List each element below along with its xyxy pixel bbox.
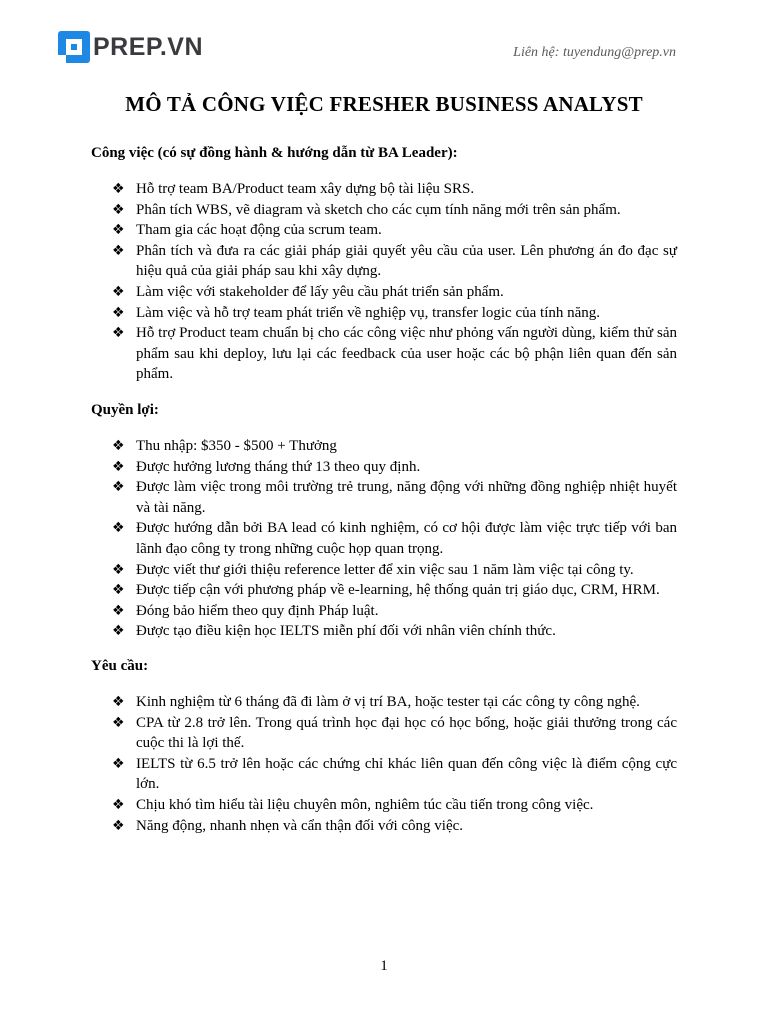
diamond-bullet-icon: ❖ bbox=[112, 458, 125, 475]
list-item: ❖ Tham gia các hoạt động của scrum team. bbox=[0, 220, 677, 241]
diamond-bullet-icon: ❖ bbox=[112, 694, 125, 710]
diamond-bullet-icon: ❖ bbox=[112, 582, 125, 599]
list-item: ❖ Được tạo điều kiện học IELTS miễn phí đối với nhân viên chính thức. bbox=[0, 621, 677, 642]
diamond-bullet-icon: ❖ bbox=[112, 817, 125, 834]
list-item: ❖ Thu nhập: $350 - $500 + Thưởng bbox=[0, 436, 677, 457]
section-heading-benefits: Quyền lợi: bbox=[91, 402, 159, 418]
list-item: ❖ CPA từ 2.8 trở lên. Trong quá trình học đại học có học bổng, hoặc giải thưởng trong các cuộc thi là lợi thế. bbox=[112, 714, 677, 752]
section-heading-requirements: Yêu cầu: bbox=[91, 658, 149, 674]
list-item: ❖ Hỗ trợ Product team chuẩn bị cho các công việc như phỏng vấn người dùng, kiểm thử sản phẩm sau khi deploy, lưu lại các feedback của user hoặc các bộ phận liên quan đến sản phẩm. bbox=[112, 325, 677, 383]
list-item: ❖ Được hưởng lương tháng thứ 13 theo quy định. bbox=[0, 457, 677, 478]
diamond-bullet-icon: ❖ bbox=[112, 520, 125, 537]
prep-logo-icon bbox=[58, 31, 90, 63]
diamond-bullet-icon: ❖ bbox=[112, 201, 125, 218]
list-item: ❖ Làm việc với stakeholder để lấy yêu cầu phát triển sản phẩm. bbox=[0, 282, 677, 303]
diamond-bullet-icon: ❖ bbox=[112, 222, 125, 239]
list-item: ❖ Kinh nghiệm từ 6 tháng đã đi làm ở vị trí BA, hoặc tester tại các công ty công nghệ. bbox=[0, 692, 677, 713]
list-item: ❖ Đóng bảo hiểm theo quy định Pháp luật. bbox=[0, 601, 677, 622]
list-item: ❖ Hỗ trợ team BA/Product team xây dựng bộ tài liệu SRS. bbox=[0, 179, 677, 200]
diamond-bullet-icon: ❖ bbox=[112, 479, 125, 496]
list-item: ❖ Làm việc và hỗ trợ team phát triển về nghiệp vụ, transfer logic của tính năng. bbox=[0, 303, 677, 324]
page-number: 1 bbox=[380, 958, 388, 974]
diamond-bullet-icon: ❖ bbox=[112, 561, 125, 578]
diamond-bullet-icon: ❖ bbox=[112, 623, 125, 640]
prep-logo bbox=[58, 30, 203, 64]
page-header bbox=[0, 0, 768, 80]
diamond-bullet-icon: ❖ bbox=[112, 714, 125, 731]
diamond-bullet-icon: ❖ bbox=[112, 438, 125, 454]
logo-text: PREP.VN bbox=[93, 32, 204, 61]
list-item: ❖ Chịu khó tìm hiểu tài liệu chuyên môn, nghiêm túc cầu tiến trong công việc. bbox=[0, 795, 677, 816]
diamond-bullet-icon: ❖ bbox=[112, 325, 125, 342]
diamond-bullet-icon: ❖ bbox=[112, 796, 125, 813]
list-item: ❖ Được làm việc trong môi trường trẻ trung, năng động với những đồng nghiệp nhiệt huyết và tài năng. bbox=[112, 479, 677, 516]
document-title: MÔ TẢ CÔNG VIỆC FRESHER BUSINESS ANALYST bbox=[125, 92, 643, 116]
section-heading-duties: Công việc (có sự đồng hành & hướng dẫn từ BA Leader): bbox=[91, 145, 458, 161]
list-item: ❖ IELTS từ 6.5 trở lên hoặc các chứng chỉ khác liên quan đến công việc là điểm cộng cực lớn. bbox=[112, 755, 677, 793]
diamond-bullet-icon: ❖ bbox=[112, 242, 125, 259]
diamond-bullet-icon: ❖ bbox=[112, 755, 125, 772]
benefits-list bbox=[0, 436, 677, 642]
diamond-bullet-icon: ❖ bbox=[112, 181, 125, 197]
list-item: ❖ Được tiếp cận với phương pháp về e-learning, hệ thống quản trị giáo dục, CRM, HRM. bbox=[0, 580, 677, 601]
diamond-bullet-icon: ❖ bbox=[112, 283, 125, 300]
diamond-bullet-icon: ❖ bbox=[112, 304, 125, 321]
list-item: ❖ Phân tích và đưa ra các giải pháp giải quyết yêu cầu của user. Lên phương án đo đạc sự hiệu quả của giải pháp sau khi xây dựng. bbox=[112, 242, 677, 280]
list-item: ❖ Được hướng dẫn bởi BA lead có kinh nghiệm, có cơ hội được làm việc trực tiếp với ban lãnh đạo công ty trong những cuộc họp quan trọng. bbox=[112, 520, 677, 557]
list-item: ❖ Năng động, nhanh nhẹn và cẩn thận đối với công việc. bbox=[0, 816, 677, 837]
list-item: ❖ Được viết thư giới thiệu reference letter để xin việc sau 1 năm làm việc tại công ty. bbox=[0, 560, 677, 581]
duties-list bbox=[0, 179, 677, 385]
contact-email: Liên hệ: tuyendung@prep.vn bbox=[513, 45, 676, 60]
list-item: ❖ Phân tích WBS, vẽ diagram và sketch cho các cụm tính năng mới trên sản phẩm. bbox=[0, 200, 677, 221]
diamond-bullet-icon: ❖ bbox=[112, 602, 125, 619]
requirements-list bbox=[0, 692, 677, 836]
